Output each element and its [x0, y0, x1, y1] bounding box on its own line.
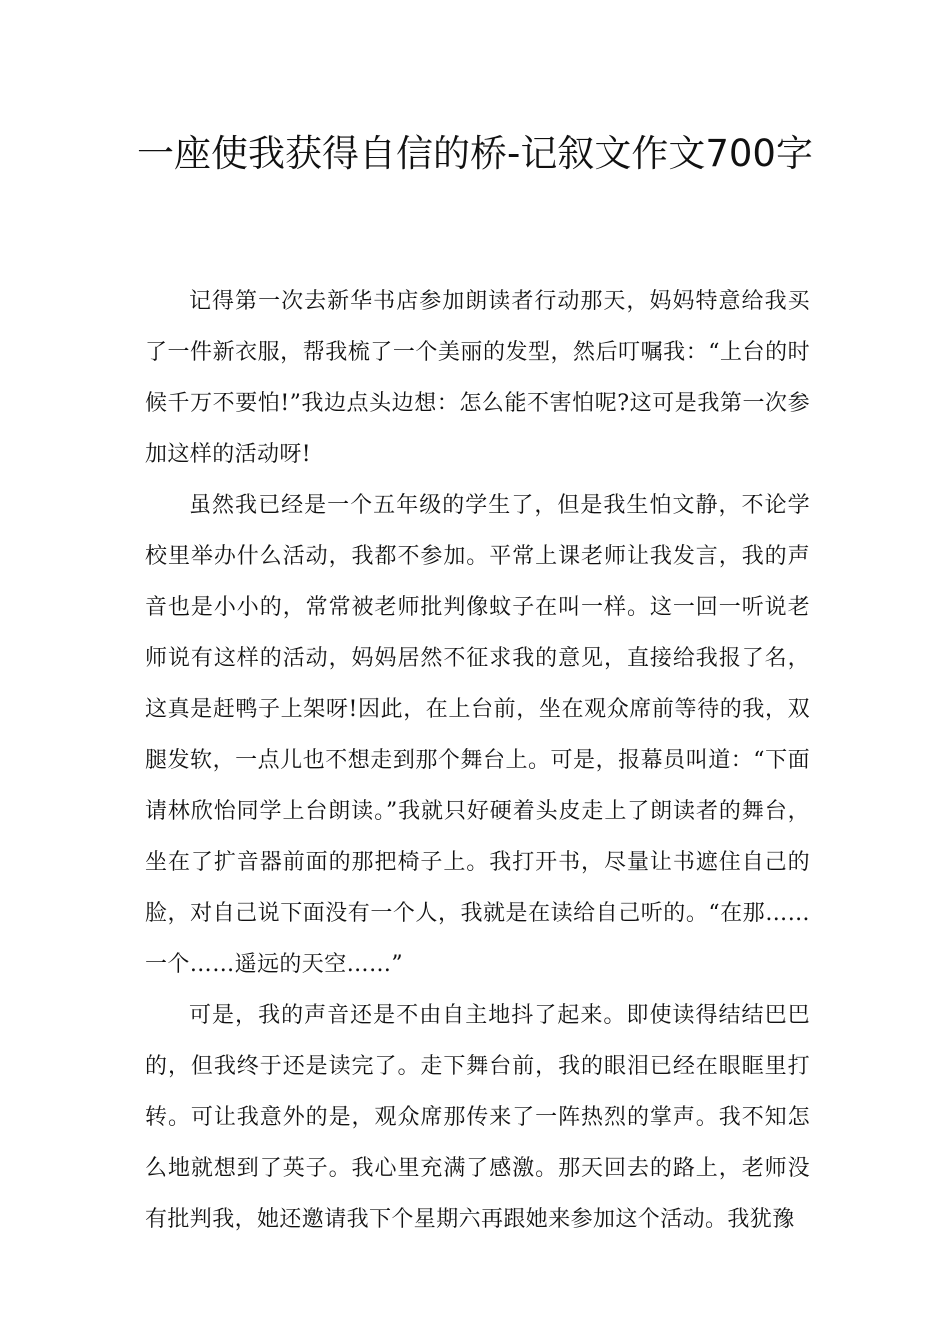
- paragraph-2: 虽然我已经是一个五年级的学生了，但是我生怕文静，不论学校里举办什么活动，我都不参加。平常上课老师让我发言，我的声音也是小小的，常常被老师批判像蚊子在叫一样。这一回一听说老师说有这样的活动，妈妈居然不征求我的意见，直接给我报了名，这真是赶鸭子上架呀!因此，在上台前，坐在观众席前等待的我，双腿发软，一点儿也不想走到那个舞台上。可是，报幕员叫道：“下面请林欣怡同学上台朗读。”我就只好硬着头皮走上了朗读者的舞台，坐在了扩音器前面的那把椅子上。我打开书，尽量让书遮住自己的脸，对自己说下面没有一个人，我就是在读给自己听的。“在那……一个……遥远的天空……”: [145, 493, 810, 977]
- document-title: 一座使我获得自信的桥-记叙文作文700字: [137, 132, 813, 175]
- document-body: [145, 276, 810, 1245]
- paragraph-1: 记得第一次去新华书店参加朗读者行动那天，妈妈特意给我买了一件新衣服，帮我梳了一个美丽的发型，然后叮嘱我：“上台的时候千万不要怕!”我边点头边想：怎么能不害怕呢?这可是我第一次参加这样的活动呀!: [145, 289, 810, 467]
- paragraph-3: 可是，我的声音还是不由自主地抖了起来。即使读得结结巴巴的，但我终于还是读完了。走下舞台前，我的眼泪已经在眼眶里打转。可让我意外的是，观众席那传来了一阵热烈的掌声。我不知怎么地就想到了英子。我心里充满了感激。那天回去的路上，老师没有批判我，她还邀请我下个星期六再跟她来参加这个活动。我犹豫: [145, 1003, 810, 1232]
